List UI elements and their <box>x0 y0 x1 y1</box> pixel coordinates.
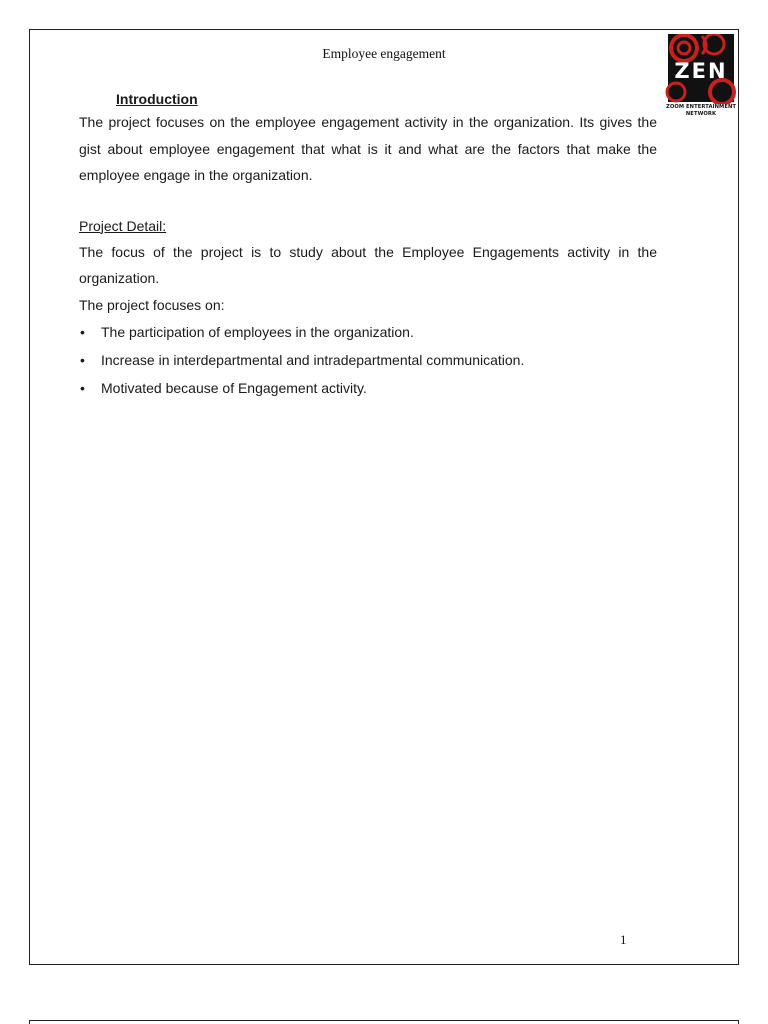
project-detail-paragraph: The focus of the project is to study about the Employee Engagements activity in the organization. <box>79 243 657 286</box>
bullet-icon: • <box>80 324 85 340</box>
zen-logo <box>662 34 740 122</box>
introduction-paragraph: The project focuses on the employee engagement activity in the organization. Its gives the gist about employee engagement that what is it and what are the factors that make the employee engage in the organization. <box>79 114 657 183</box>
list-item <box>79 318 657 346</box>
bullet-icon: • <box>80 352 85 368</box>
next-page-edge <box>29 1020 739 1024</box>
zen-logo-mark <box>662 34 740 104</box>
list-item <box>79 374 657 402</box>
list-item <box>79 346 657 374</box>
project-focus-list <box>79 318 657 402</box>
list-item-text: Increase in interdepartmental and intradepartmental communication. <box>101 352 525 368</box>
project-detail-heading: Project Detail: <box>79 217 167 234</box>
introduction-heading: Introduction <box>116 91 198 107</box>
bullet-icon: • <box>80 380 85 396</box>
page-number: 1 <box>620 932 627 947</box>
logo-wordmark: ZEN <box>674 59 728 83</box>
document-body <box>79 89 657 402</box>
project-focus-intro: The project focuses on: <box>79 296 225 313</box>
logo-caption <box>662 104 740 117</box>
list-item-text: Motivated because of Engagement activity. <box>101 380 367 396</box>
section-spacer <box>79 189 657 213</box>
list-item-text: The participation of employees in the organization. <box>101 324 414 340</box>
logo-caption-line: NETWORK <box>685 110 717 117</box>
running-header: Employee engagement <box>322 46 446 61</box>
document-page <box>29 29 739 965</box>
logo-caption-line: ZOOM ENTERTAINMENT <box>665 104 737 110</box>
